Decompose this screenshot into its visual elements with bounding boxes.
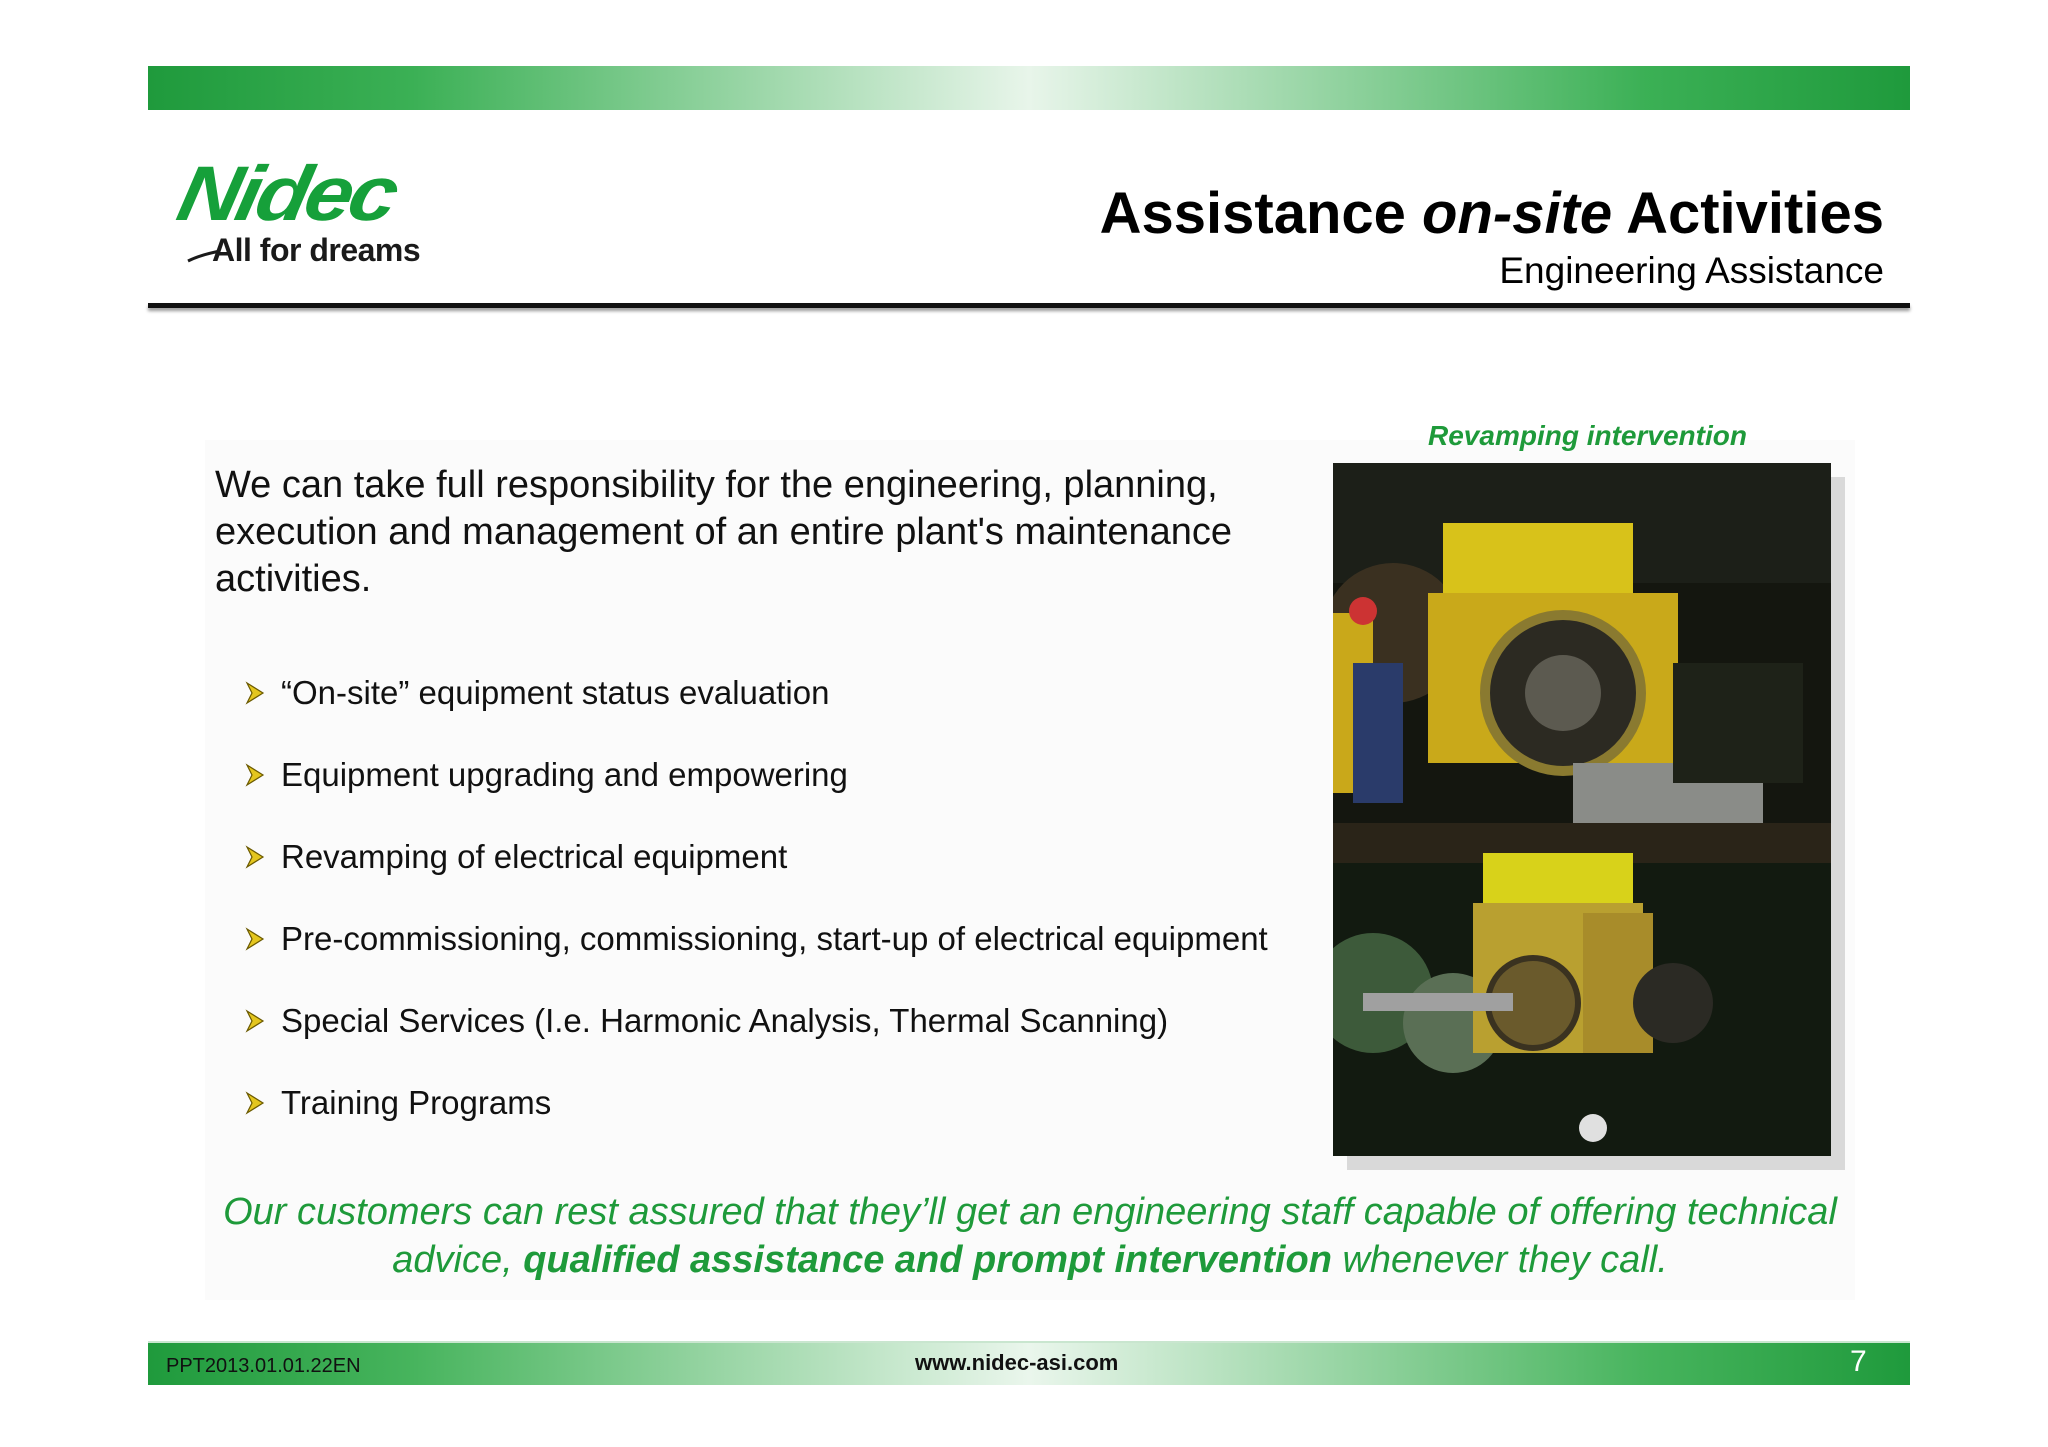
arrow-right-icon	[245, 1091, 265, 1115]
machinery-illustration	[1333, 463, 1831, 1156]
nidec-logo	[172, 150, 492, 280]
list-item-text: Special Services (I.e. Harmonic Analysis, Thermal Scanning)	[281, 1002, 1169, 1039]
logo-tagline: All for dreams	[212, 232, 421, 268]
top-green-bar	[148, 66, 1910, 110]
list-item-text: Revamping of electrical equipment	[281, 838, 788, 875]
arrow-right-icon	[245, 763, 265, 787]
list-item	[245, 652, 1268, 734]
list-item-text: Training Programs	[281, 1084, 552, 1121]
services-list	[245, 652, 1268, 1144]
page-number: 7	[1850, 1345, 1867, 1378]
arrow-right-icon	[245, 681, 265, 705]
list-item-text: “On-site” equipment status evaluation	[281, 674, 830, 711]
photo-caption: Revamping intervention	[1428, 420, 1747, 451]
list-item	[245, 816, 1268, 898]
page-title: Assistance on-site Activities	[1099, 181, 1884, 246]
intro-paragraph: We can take full responsibility for the engineering, planning, execution and management of an entire plant's maintenance activities.	[215, 464, 1233, 600]
page-subtitle: Engineering Assistance	[1499, 250, 1884, 291]
arrow-right-icon	[245, 927, 265, 951]
list-item	[245, 898, 1268, 980]
revamping-photo	[1333, 463, 1831, 1156]
website-link[interactable]: www.nidec-asi.com	[915, 1350, 1119, 1375]
arrow-right-icon	[245, 845, 265, 869]
list-item	[245, 980, 1268, 1062]
logo-wordmark: Nidec	[170, 150, 404, 238]
list-item	[245, 1062, 1268, 1144]
arrow-right-icon	[245, 1009, 265, 1033]
document-code: PPT2013.01.01.22EN	[166, 1355, 361, 1377]
list-item-text: Equipment upgrading and empowering	[281, 756, 848, 793]
header-divider	[148, 303, 1910, 308]
list-item	[245, 734, 1268, 816]
list-item-text: Pre-commissioning, commissioning, start-up of electrical equipment	[281, 920, 1268, 957]
closing-statement: Our customers can rest assured that they’ll get an engineering staff capable of offering technical advice, qualified assistance and prompt intervention whenever they call.	[223, 1191, 1837, 1281]
